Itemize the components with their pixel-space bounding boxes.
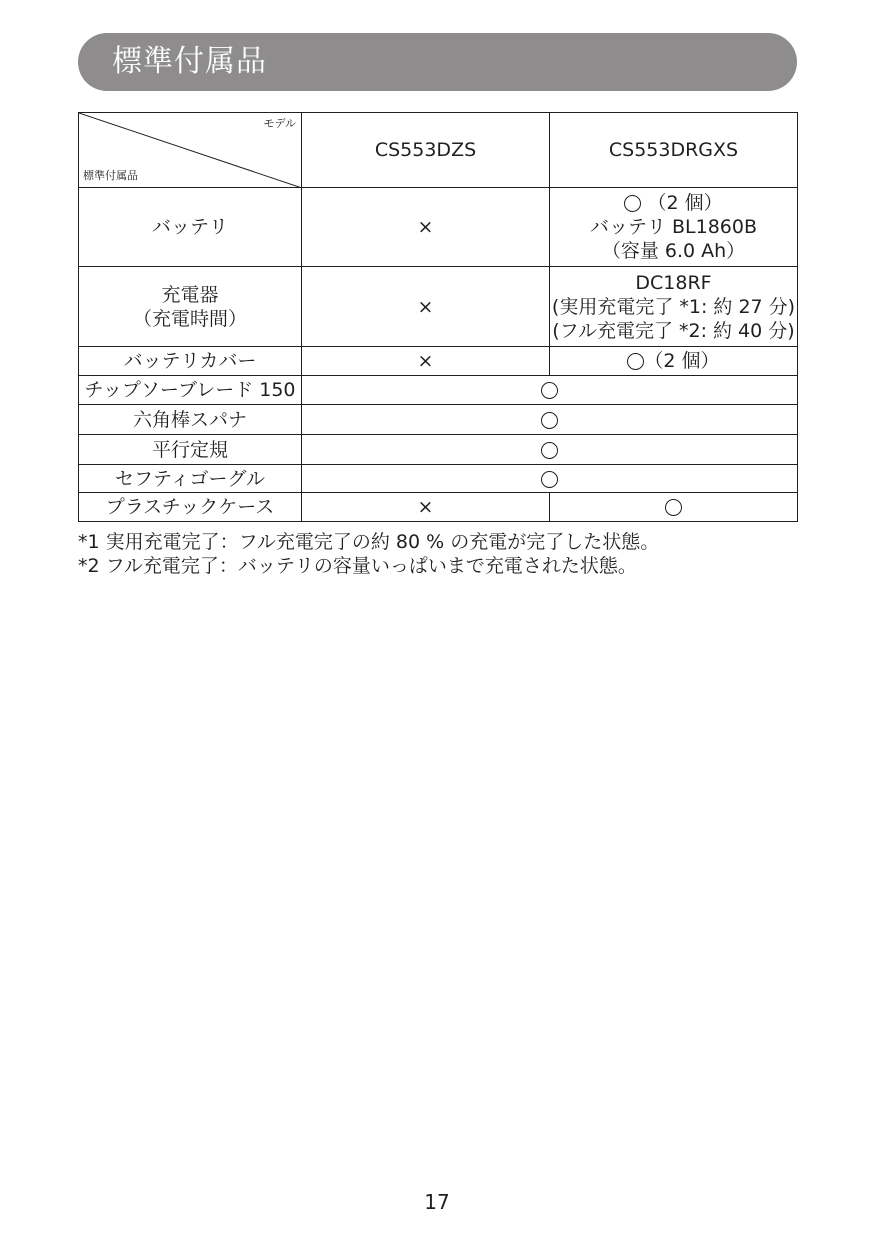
table-header-row: [79, 113, 798, 188]
corner-model-label: モデル: [263, 117, 296, 130]
table-row-chip-saw-blade: [79, 376, 798, 405]
battery-capacity: （容量 6.0 Ah）: [601, 240, 746, 262]
corner-accessory-label: 標準付属品: [83, 169, 138, 182]
battery-quantity: （2 個）: [550, 191, 797, 215]
battery-drgxs-cell: [550, 188, 798, 267]
charger-time-label: （充電時間）: [132, 307, 247, 330]
table-row-hex-wrench: [79, 405, 798, 435]
accessories-table: [78, 112, 798, 522]
battery-cover-drgxs-cell: （2 個）: [550, 347, 798, 376]
circle-icon: [541, 442, 558, 459]
table-row-parallel-guide: [79, 435, 798, 465]
charger-model: DC18RF: [635, 271, 712, 294]
not-included-mark: ×: [302, 188, 550, 267]
circle-icon: [627, 353, 644, 370]
not-included-mark: ×: [302, 347, 550, 376]
footnote-1: *1 実用充電完了：フル充電完了の約 80 % の充電が完了した状態。: [78, 531, 660, 553]
included-both-cell: [302, 465, 798, 493]
row-label-battery-cover: バッテリカバー: [79, 347, 302, 376]
section-title: 標準付属品: [78, 33, 797, 91]
page-number: 17: [424, 1190, 450, 1214]
included-drgxs-cell: [550, 493, 798, 522]
charger-practical-time: (実用充電完了 *1: 約 27 分): [551, 295, 796, 318]
row-label-plastic-case: プラスチックケース: [79, 493, 302, 522]
row-label-battery: バッテリ: [79, 188, 302, 267]
row-label-hex-wrench: 六角棒スパナ: [79, 405, 302, 435]
circle-icon: [541, 382, 558, 399]
table-row-safety-goggles: [79, 465, 798, 493]
model-header-drgxs: CS553DRGXS: [550, 113, 798, 188]
header-corner-cell: [79, 113, 302, 188]
included-both-cell: [302, 435, 798, 465]
table-row-battery-cover: [79, 347, 798, 376]
row-label-chip-saw-blade: チップソーブレード 150: [79, 376, 302, 405]
row-label-charger: [79, 267, 302, 347]
footnotes: [78, 530, 838, 578]
row-label-parallel-guide: 平行定規: [79, 435, 302, 465]
model-header-dzs: CS553DZS: [302, 113, 550, 188]
circle-icon: [665, 499, 682, 516]
not-included-mark: ×: [302, 493, 550, 522]
charger-label: 充電器: [161, 283, 219, 306]
table-row-plastic-case: [79, 493, 798, 522]
row-label-safety-goggles: セフティゴーグル: [79, 465, 302, 493]
charger-drgxs-cell: [550, 267, 798, 347]
circle-icon: [624, 195, 641, 212]
table-row-battery: [79, 188, 798, 267]
included-both-cell: [302, 405, 798, 435]
included-both-cell: [302, 376, 798, 405]
circle-icon: [541, 471, 558, 488]
footnote-2: *2 フル充電完了：バッテリの容量いっぱいまで充電された状態。: [78, 555, 637, 577]
charger-full-time: (フル充電完了 *2: 約 40 分): [552, 319, 795, 342]
not-included-mark: ×: [302, 267, 550, 347]
circle-icon: [541, 412, 558, 429]
battery-model: バッテリ BL1860B: [589, 216, 758, 238]
table-row-charger: [79, 267, 798, 347]
